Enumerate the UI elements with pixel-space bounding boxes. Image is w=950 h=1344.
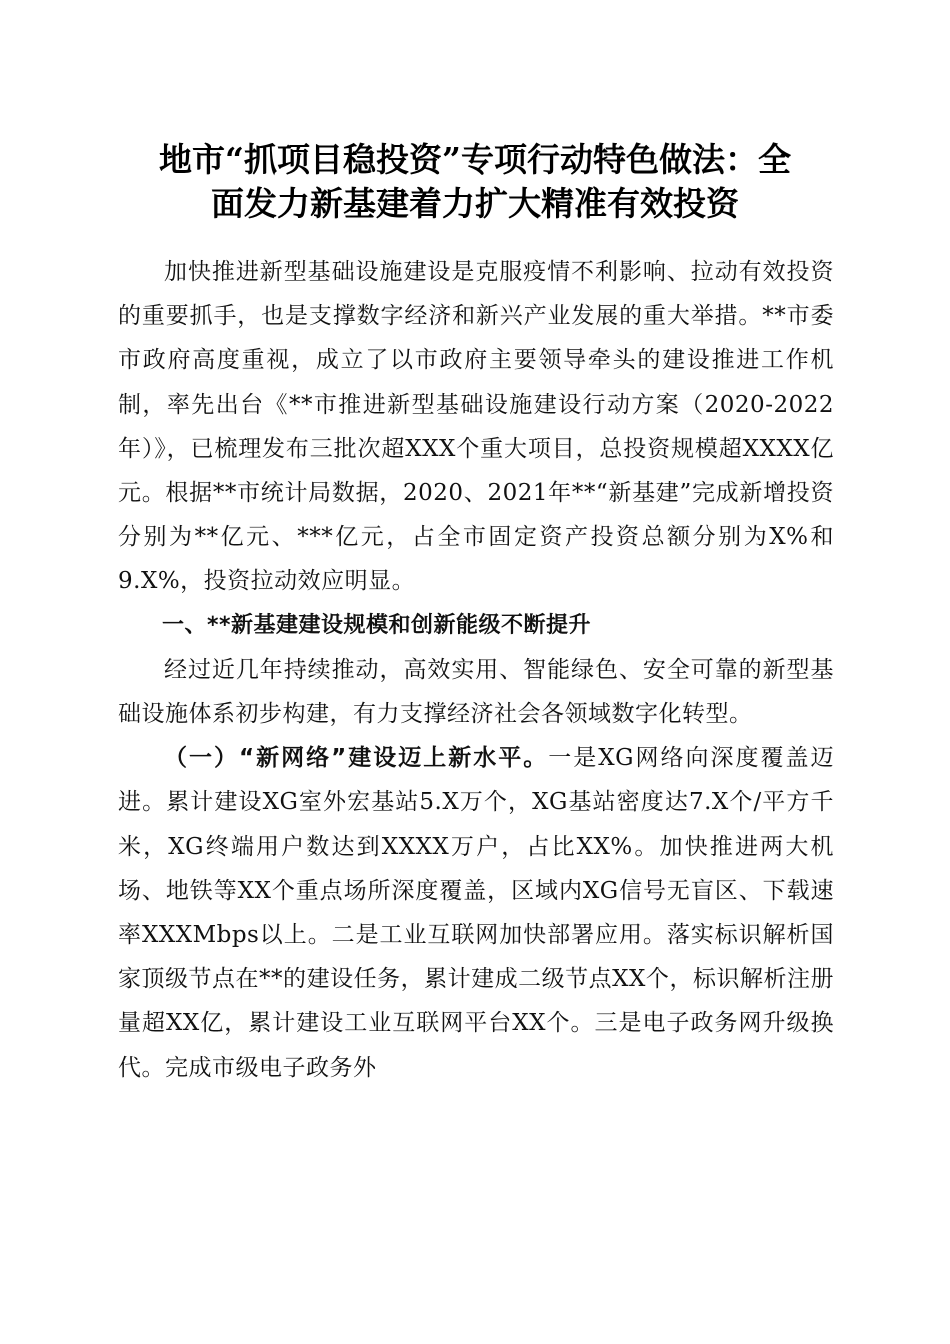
document-body (118, 250, 834, 1090)
subsection-1-heading: （一）“新网络”建设迈上新水平。 (164, 745, 549, 772)
subsection-1-paragraph (118, 736, 834, 1090)
subsection-1-text: 一是XG网络向深度覆盖迈进。累计建设XG室外宏基站5.X万个，XG基站密度达7.X个/平方千米，XG终端用户数达到XXXX万户，占比XX%。加快推进两大机场、地铁等XX个重点场所深度覆盖，区域内XG信号无盲区、下载速率XXXMbps以上。二是工业互联网加快部署应用。落实标识解析国家顶级节点在**的建设任务，累计建成二级节点XX个，标识解析注册量超XX亿，累计建设工业互联网平台XX个。三是电子政务网升级换代。完成市级电子政务外 (118, 745, 835, 1081)
section-1-heading: 一、**新基建建设规模和创新能级不断提升 (162, 612, 592, 638)
title-line-2: 面发力新基建着力扩大精准有效投资 (211, 184, 739, 223)
document-title (100, 138, 850, 226)
section-1-paragraph: 经过近几年持续推动，高效实用、智能绿色、安全可靠的新型基础设施体系初步构建，有力支撑经济社会各领域数字化转型。 (118, 656, 834, 728)
intro-paragraph: 加快推进新型基础设施建设是克服疫情不利影响、拉动有效投资的重要抓手，也是支撑数字经济和新兴产业发展的重大举措。**市委市政府高度重视，成立了以市政府主要领导牵头的建设推进工作机制，率先出台《**市推进新型基础设施建设行动方案（2020-2022年）》，已梳理发布三批次超XXX个重大项目，总投资规模超XXXX亿元。根据**市统计局数据，2020、2021年**“新基建”完成新增投资分别为**亿元、***亿元，占全市固定资产投资总额分别为X%和9.X%，投资拉动效应明显。 (118, 259, 834, 595)
title-line-1: 地市“抓项目稳投资”专项行动特色做法：全 (159, 140, 791, 179)
